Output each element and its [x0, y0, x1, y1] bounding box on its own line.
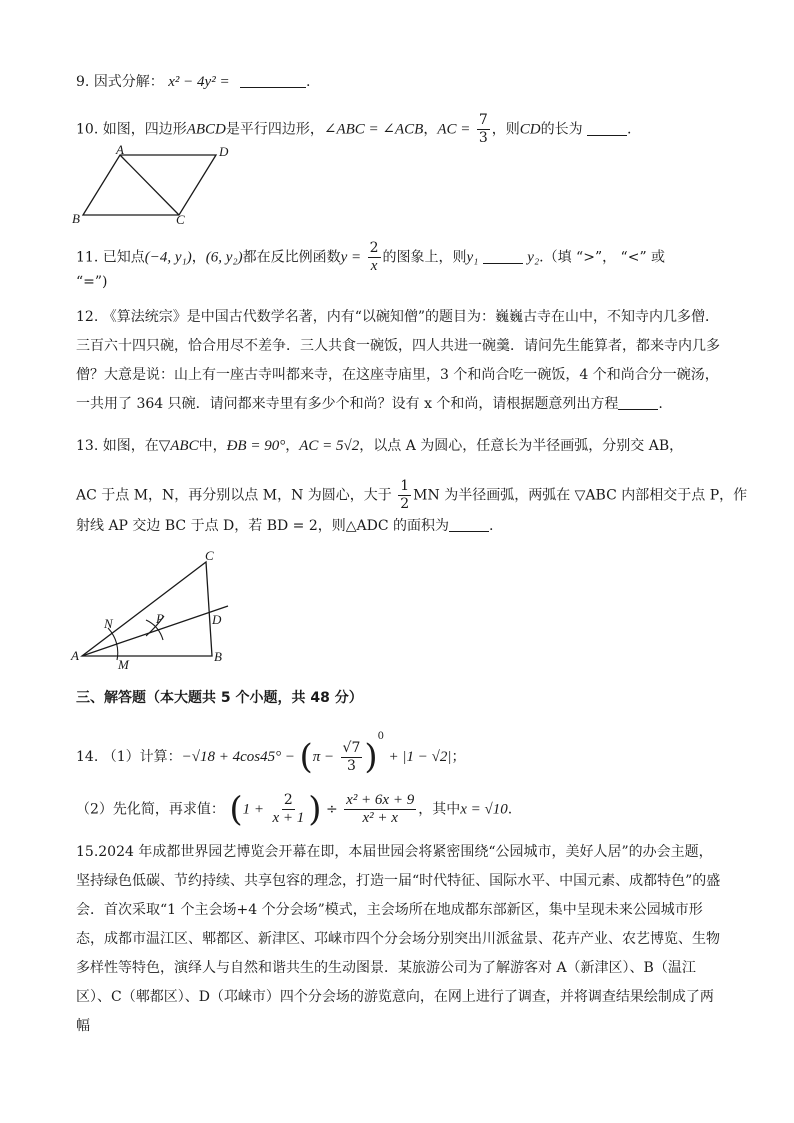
answer-blank[interactable]: [240, 73, 306, 88]
label-D: D: [219, 144, 229, 159]
question-text: 2024 年成都世界园艺博览会开幕在即，本届世园会将紧密围绕“公园城市，美好人居”的办会主题，坚持绿色低碳、节约持续、共享包容的理念，打造一届“时代特征、国际水平、中国元素、成都特色”的盛会．首次采取“1 个主会场+4 个分会场”模式，主会场所在地成都东部新区，集中呈现未来公园城市形态，成都市温江区、郫都区、新津区、邛崃市四个分会场分别突出川派盆景、花卉产业、农艺博览、生物多样性等特色，演绎人与自然和谐共生的生动图景．某旅游公司为了解游客对 A（新津区）、B（温江区）、C（郫都区）、D（邛崃市）四个分会场的游览意向，在网上进行了调查，并将调查结果绘制成了两幅: [76, 844, 721, 1034]
label-C: C: [205, 548, 214, 563]
question-10: 10. 如图，四边形ABCD是平行四边形，∠ABC = ∠ACB，AC = $\frac{7}{3}$ ，则CD的长为 .: [76, 112, 632, 146]
answer-blank[interactable]: [449, 517, 489, 532]
answer-blank[interactable]: [587, 121, 627, 136]
question-number: 15.: [76, 844, 99, 860]
label-B: B: [214, 649, 222, 664]
label-M: M: [118, 657, 129, 672]
question-13-line-2: AC 于点 M，N，再分别以点 M，N 为圆心，大于 $\frac{1}{2}$ MN 为半径画弧，两弧在 ▽ABC 内部相交于点 P，作: [76, 478, 748, 512]
fraction: $\frac{\text{x² + 6x + 9}}{\text{x² + x}}$: [346, 792, 415, 826]
math-expression: x² − 4y² =: [168, 74, 230, 90]
section-heading: 三、解答题（本大题共 5 个小题，共 48 分）: [76, 690, 363, 706]
fraction: $\frac{2}{x + 1}$: [272, 792, 305, 826]
fraction: $\frac{1}{2}$: [400, 478, 410, 512]
question-13-line-3: 射线 AP 交边 BC 于点 D，若 BD = 2，则△ADC 的面积为 .: [76, 518, 494, 534]
answer-blank[interactable]: [618, 395, 658, 410]
question-14-part-2: （2）先化简，再求值： (1 + $\frac{2}{x + 1}$ ) ÷ $\frac{\text{x² + 6x + 9}}{\text{x² + x}}$ ，其中x = √10.: [76, 789, 513, 830]
question-text: 因式分解：: [93, 74, 164, 90]
triangle-figure: [66, 548, 246, 673]
question-15: [76, 838, 726, 1041]
answer-blank[interactable]: [483, 249, 523, 264]
diagonal-ac: [120, 155, 179, 215]
ray-ap: [82, 606, 228, 656]
label-N: N: [104, 616, 113, 631]
parallelogram-figure: [66, 143, 246, 225]
question-number: 14.: [76, 749, 99, 765]
label-A: A: [71, 648, 79, 663]
label-C: C: [176, 212, 185, 225]
question-number: 13.: [76, 438, 99, 454]
question-9: 9. 因式分解： x² − 4y² = .: [76, 74, 311, 90]
question-12: 12. 《算法统宗》是中国古代数学名著，内有“以碗知僧”的题目为：巍巍古寺在山中，不知寺内几多僧．三百六十四只碗，恰合用尽不差争．三人共食一碗饭，四人共进一碗羹．请问先生能算者，都来寺内几多僧？大意是说：山上有一座古寺叫都来寺，在这座寺庙里，3 个和尚合吃一碗饭，4 个和尚合分一碗汤，一共用了 364 只碗．请问都来寺里有多少个和尚？设有 x 个和尚，请根据题意列出方程 .: [76, 309, 720, 412]
question-number: 9.: [76, 74, 90, 90]
fraction: $\frac{2}{x}$: [369, 240, 379, 274]
question-number: 11.: [76, 249, 99, 266]
question-11-hint: “=”): [76, 274, 108, 290]
question-text: 《算法统宗》是中国古代数学名著，内有“以碗知僧”的题目为：巍巍古寺在山中，不知寺内几多僧．三百六十四只碗，恰合用尽不差争．三人共食一碗饭，四人共进一碗羹．请问先生能算者，都来寺内几多僧？大意是说：山上有一座古寺叫都来寺，在这座寺庙里，3 个和尚合吃一碗饭，4 个和尚合分一碗汤，一共用了 364 只碗．请问都来寺里有多少个和尚？设有 x 个和尚，请根据题意列出方程: [76, 309, 720, 412]
label-D: D: [212, 612, 222, 627]
question-14-part-1: 14. （1）计算：−√18 + 4cos45° − (π − $\frac{√7}{3}$ )$^0$ + |1 − √2|；: [76, 731, 466, 777]
fraction: $\frac{√7}{3}$: [342, 739, 361, 774]
question-11: 11. 已知点(−4, y₁)，(6, y₂)都在反比例函数y = $\frac{2}{x}$ 的图象上，则y₁ y₂.（填 “>”， “<” 或: [76, 240, 666, 274]
label-P: P: [156, 611, 164, 626]
question-number: 12.: [76, 309, 99, 325]
question-number: 10.: [76, 121, 99, 138]
label-A: A: [116, 143, 124, 157]
fraction: $\frac{7}{3}$: [478, 112, 488, 146]
triangle-abc: [82, 562, 212, 656]
question-13-line-1: 13. 如图，在▽ABC中，ÐB = 90°，AC = 5√2，以点 A 为圆心，任意长为半径画弧，分别交 AB，: [76, 438, 684, 454]
label-B: B: [72, 211, 80, 225]
